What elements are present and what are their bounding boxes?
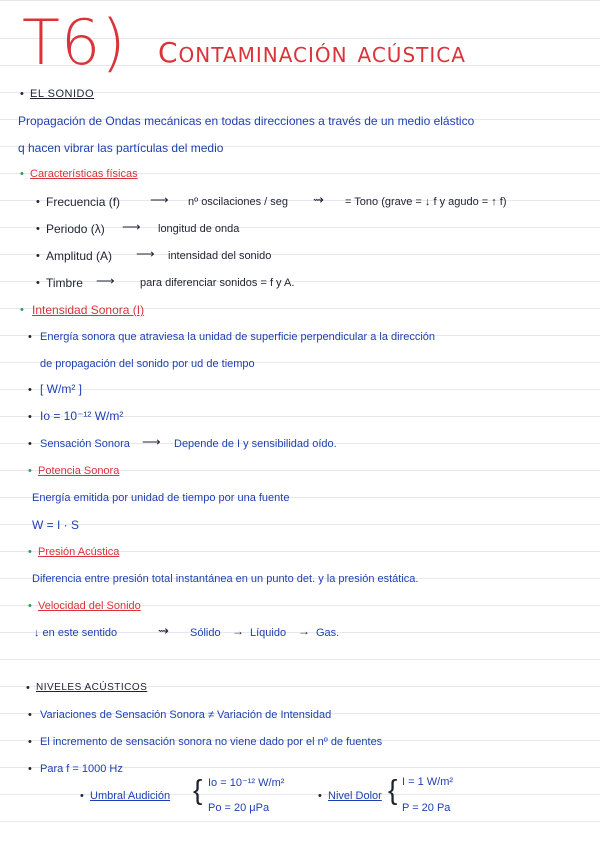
niveles-item-1: Variaciones de Sensación Sonora ≠ Variación de Intensidad — [40, 709, 332, 721]
item-text-timbre: para diferenciar sonidos = f y A. — [140, 277, 295, 289]
bullet: • — [28, 438, 32, 450]
bullet: • — [36, 250, 40, 262]
arrow-icon: ⟶ — [136, 246, 155, 261]
velocidad-line: ↓ en este sentido — [34, 627, 118, 639]
umbral-label: Umbral Audición — [90, 790, 171, 802]
potencia-formula: W = I · S — [32, 518, 80, 532]
state-gas: Gas. — [316, 627, 340, 639]
arrow-icon: ⟶ — [122, 219, 141, 234]
bullet: • — [28, 736, 32, 748]
bullet: • — [28, 411, 32, 423]
bullet: • — [28, 546, 32, 558]
section-heading-sonido: EL SONIDO — [30, 88, 94, 100]
dolor-p: P = 20 Pa — [402, 802, 451, 814]
item-label-frecuencia: Frecuencia (f) — [46, 195, 121, 209]
bullet: • — [36, 196, 40, 208]
item-label-timbre: Timbre — [46, 276, 83, 290]
item-label-periodo: Periodo (λ) — [46, 222, 105, 236]
bullet: • — [36, 223, 40, 235]
item-text-amplitud: intensidad del sonido — [168, 250, 272, 262]
dolor-label: Nivel Dolor — [328, 790, 382, 802]
definition-line-1: Propagación de Ondas mecánicas en todas direcciones a través de un medio elástico — [18, 114, 475, 128]
bullet: • — [36, 277, 40, 289]
presion-line-1: Diferencia entre presión total instantánea en un punto det. y la presión estática. — [32, 573, 419, 585]
subheading-caracteristicas: Características físicas — [30, 168, 138, 180]
niveles-item-3: Para f = 1000 Hz — [40, 763, 123, 775]
bullet: • — [20, 168, 24, 180]
bullet: • — [318, 790, 322, 802]
arrow-icon: ⟶ — [96, 273, 115, 288]
bullet: • — [28, 465, 32, 477]
bullet: • — [26, 682, 30, 694]
arrow-icon: → — [232, 624, 244, 638]
arrow-icon: ⟶ — [142, 434, 161, 449]
niveles-item-2: El incremento de sensación sonora no viene dado por el nº de fuentes — [40, 736, 383, 748]
potencia-line-1: Energía emitida por unidad de tiempo por una fuente — [32, 492, 290, 504]
dolor-i: I = 1 W/m² — [402, 776, 454, 788]
subheading-velocidad: Velocidad del Sonido — [38, 600, 141, 612]
bullet: • — [28, 763, 32, 775]
umbral-po: Po = 20 μPa — [208, 802, 270, 814]
item-text-periodo: longitud de onda — [158, 223, 240, 235]
state-liquido: Líquido — [250, 627, 287, 639]
arrow-icon: → — [298, 624, 310, 638]
sensacion-sonora-label: Sensación Sonora — [40, 438, 130, 450]
definition-line-2: q hacen vibrar las partículas del medio — [18, 141, 224, 155]
intensidad-line-2: de propagación del sonido por ud de tiempo — [40, 358, 255, 370]
bullet: • — [28, 709, 32, 721]
item-text-frecuencia: nº oscilaciones / seg — [188, 196, 289, 208]
intensidad-io: Io = 10⁻¹² W/m² — [40, 409, 124, 423]
bullet: • — [20, 304, 24, 316]
brace-icon: { — [193, 774, 203, 805]
bullet: • — [80, 790, 84, 802]
subheading-potencia: Potencia Sonora — [38, 465, 120, 477]
item-text-tono: = Tono (grave = ↓ f y agudo = ↑ f) — [345, 196, 507, 208]
subheading-intensidad: Intensidad Sonora (I) — [32, 303, 145, 317]
section-heading-niveles: NIVELES ACÚSTICOS — [36, 682, 148, 693]
state-solido: Sólido — [190, 627, 221, 639]
bullet: • — [20, 88, 24, 100]
page-title: Contaminación acústica — [158, 36, 466, 69]
bullet: • — [28, 384, 32, 396]
bullet: • — [28, 600, 32, 612]
bullet: • — [28, 331, 32, 343]
page-title-number: T6) — [22, 6, 127, 79]
brace-icon: { — [388, 774, 398, 805]
item-label-amplitud: Amplitud (A) — [46, 249, 113, 263]
intensidad-unit: [ W/m² ] — [40, 382, 82, 396]
wavy-arrow-icon: ⇝ — [313, 192, 324, 207]
subheading-presion: Presión Acústica — [38, 546, 120, 558]
sensacion-sonora-text: Depende de I y sensibilidad oído. — [174, 438, 337, 450]
umbral-io: Io = 10⁻¹² W/m² — [208, 777, 285, 789]
intensidad-line-1: Energía sonora que atraviesa la unidad de superficie perpendicular a la dirección — [40, 331, 436, 343]
wavy-arrow-icon: ⇝ — [158, 623, 169, 638]
arrow-icon: ⟶ — [150, 192, 169, 207]
